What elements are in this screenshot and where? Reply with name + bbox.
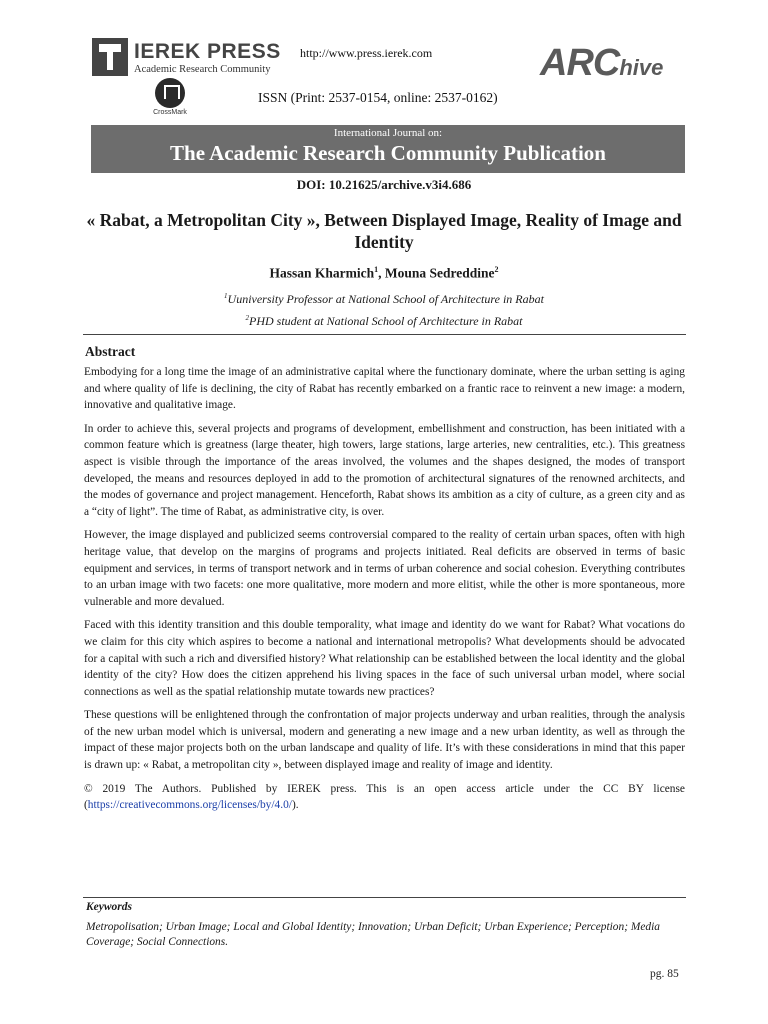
publisher-mark-icon xyxy=(92,38,128,76)
author-separator: , xyxy=(378,265,385,281)
crossmark-icon xyxy=(155,78,185,108)
journal-banner xyxy=(91,125,685,173)
license-statement xyxy=(84,781,685,814)
publisher-name: IEREK PRESS xyxy=(134,40,281,63)
affiliation-1 xyxy=(0,292,768,307)
abstract-paragraph-3: However, the image displayed and publicized seems controversial compared to the reality of certain urban spaces, often with high heritage value, that develop on the margins of programs and projects initiated. Real deficits are observed in terms of basic equipment and services, in terms of transport network and in terms of urban coherence and social cohesion. Everything contributes to an urban image with two facets: one more qualitative, more modern and more elitist, while the other is more spontaneous, more vulnerable and more devalued. xyxy=(84,529,685,608)
author-1: Hassan Kharmich xyxy=(269,265,375,281)
abstract-paragraph-4: Faced with this identity transition and this double temporality, what image and identity do we want for Rabat? What vocations do we claim for this city which aspires to become a national and international metropolis? What developments should be advocated for a capital with such a rich and diversified history? What relationship can be established between the local identity and the global identity of the city? How does the citizen apprehend his living spaces in the face of such universal urban model, where social connections as well as the spatial relationship mutate towards new practices? xyxy=(84,619,685,698)
abstract-heading: Abstract xyxy=(85,344,136,359)
page-number: pg. 85 xyxy=(650,968,679,980)
license-text: © 2019 The Authors. Published by IEREK press. This is an open access article under the CC BY license xyxy=(84,782,685,795)
author-2: Mouna Sedreddine xyxy=(384,265,495,281)
author-2-sup: 2 xyxy=(494,265,499,274)
affiliation-1-sup: 1 xyxy=(224,292,228,300)
divider xyxy=(83,897,686,898)
abstract-paragraph-1: Embodying for a long time the image of an administrative capital where the functionary dominate, where the urban setting is aging and where quality of life is declining, the city of Rabat has recently embarked on a frantic race to reinvent a new image: a modern, innovative and qualitative image. xyxy=(84,366,685,412)
affiliation-2-sup: 2 xyxy=(245,314,249,322)
archive-logo-small: hive xyxy=(619,55,664,80)
license-open-paren: ( xyxy=(84,799,88,812)
banner-subtitle: International Journal on: xyxy=(333,127,443,139)
journal-title: The Academic Research Community Publication xyxy=(170,141,606,165)
license-close-paren: ). xyxy=(291,799,299,812)
affiliation-2-text: PHD student at National School of Architecture in Rabat xyxy=(248,314,523,328)
divider xyxy=(83,334,686,335)
keywords-heading: Keywords xyxy=(86,901,132,913)
author-1-sup: 1 xyxy=(374,265,379,274)
archive-logo-big: ARC xyxy=(540,42,620,84)
publisher-subtitle: Academic Research Community xyxy=(134,64,271,75)
article-title: « Rabat, a Metropolitan City », Between Displayed Image, Reality of Image and Identity xyxy=(86,210,682,252)
crossmark-badge[interactable] xyxy=(150,78,190,120)
archive-logo[interactable] xyxy=(540,42,676,82)
license-link[interactable]: https://creativecommons.org/licenses/by/4.0/ xyxy=(87,799,292,812)
doi[interactable]: DOI: 10.21625/archive.v3i4.686 xyxy=(296,177,472,192)
abstract-paragraph-2: In order to achieve this, several projects and programs of development, embellishment and construction, has been initiated with a common feature which is greatness (large theater, high towers, large stations, large arteries, new centralities, etc.). This greatness aspect is visible through the importance of the areas involved, the volumes and the shapes designed, the modes of transport developed, the means and resources deployed in add to the promotion of architectural signatures of the renowned architects, and the modes of governance and project management. Henceforth, Rabat shows its ambition as a city of culture, as a green city and as a “city of light”. The time of Rabat, as administrative city, is over. xyxy=(84,422,685,518)
crossmark-label: CrossMark xyxy=(153,109,187,116)
publisher-logo[interactable] xyxy=(92,38,281,80)
abstract-paragraph-5: These questions will be enlightened through the confrontation of major projects underway and urban realities, through the analysis of the new urban model which is universal, modern and generating a new image and a new urban identity, as well as through the impact of these major projects both on the urban landscape and quality of life. It’s with these considerations in mind that this paper is drawn up: « Rabat, a metropolitan city », between displayed image and reality of image and identity. xyxy=(84,709,685,772)
issn: ISSN (Print: 2537-0154, online: 2537-0162) xyxy=(258,90,498,105)
affiliation-2 xyxy=(0,314,768,329)
publisher-url[interactable]: http://www.press.ierek.com xyxy=(300,46,433,60)
abstract-body xyxy=(84,364,685,821)
affiliation-1-text: Uuniversity Professor at National School of Architecture in Rabat xyxy=(227,292,544,306)
authors xyxy=(0,265,768,282)
keywords-text: Metropolisation; Urban Image; Local and Global Identity; Innovation; Urban Deficit; Urban Experience; Perception; Media Coverage; Social Connections. xyxy=(86,921,660,948)
